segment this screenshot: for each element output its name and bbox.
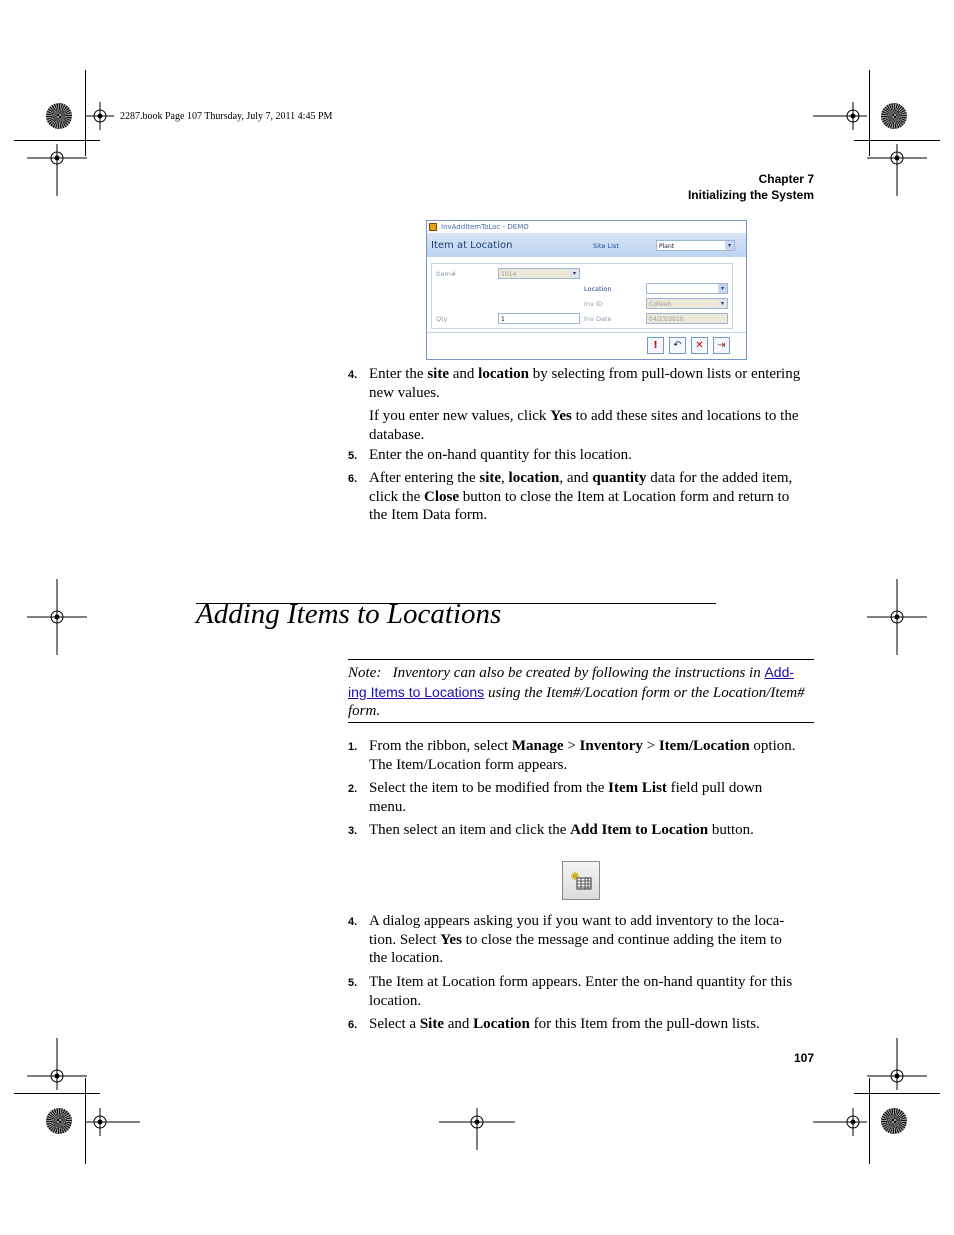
- step-number: 1.: [348, 741, 358, 753]
- step-number: 4.: [348, 916, 358, 928]
- list-item: [348, 1015, 814, 1037]
- step-text: The Item at Location form appears. Enter the on-hand quantity for this location.: [369, 974, 793, 1009]
- chevron-down-icon[interactable]: ▾: [725, 241, 734, 250]
- add-item-to-location-icon: [563, 862, 599, 899]
- print-slug: 2287.book Page 107 Thursday, July 7, 2011 4:45 PM: [120, 111, 333, 122]
- inv-id-value: Colleen: [649, 301, 672, 308]
- steps-top: [348, 365, 814, 529]
- dialog-header-band: [427, 233, 746, 257]
- undo-button[interactable]: [669, 337, 686, 354]
- list-item: [348, 446, 814, 469]
- list-item: [348, 821, 814, 843]
- step-number: 2.: [348, 783, 358, 795]
- list-item: [348, 365, 814, 402]
- list-item: [348, 912, 814, 973]
- running-header-chapter: Chapter 7: [758, 172, 814, 186]
- chevron-down-icon[interactable]: ▾: [718, 284, 727, 293]
- note-text-2: using the Item#/Location form or the Location/Item#: [487, 684, 805, 701]
- step-text: Select a Site and Location for this Item from the pull-down lists.: [369, 1016, 760, 1032]
- note-prefix: Note:: [348, 665, 382, 681]
- item-at-location-dialog: [426, 220, 747, 360]
- item-value: 1014: [501, 271, 517, 278]
- dialog-title: Item at Location: [431, 240, 513, 251]
- list-item: [348, 779, 814, 821]
- note-text-1: Inventory can also be created by following the instructions in: [392, 665, 761, 681]
- dialog-form-panel: [431, 263, 733, 329]
- list-item: [348, 469, 814, 529]
- item-select[interactable]: [498, 268, 580, 279]
- item-label: Item#: [436, 270, 457, 278]
- dialog-divider: [427, 332, 746, 333]
- step-text: A dialog appears asking you if you want to add inventory to the loca- tion. Select Yes to close the message and continue adding the item to the location.: [369, 913, 785, 967]
- step-text: From the ribbon, select Manage > Inventory > Item/Location option. The Item/Location form appears.: [369, 738, 796, 773]
- site-list-value: Plant: [659, 243, 675, 250]
- step-number: 3.: [348, 825, 358, 837]
- inv-date-value: 04/23/2010: [649, 316, 684, 323]
- exclamation-icon: !: [653, 340, 658, 351]
- steps-bottom-part-2: [348, 912, 814, 1037]
- note-link-part-1[interactable]: Add-: [764, 664, 795, 680]
- step-text: Then select an item and click the Add Item to Location button.: [369, 822, 754, 838]
- site-list-label: Site List: [593, 242, 619, 250]
- alert-button[interactable]: [647, 337, 664, 354]
- step-number: 4.: [348, 369, 358, 381]
- note: [348, 663, 814, 721]
- step-number: 6.: [348, 473, 358, 485]
- step-text: Enter the on-hand quantity for this location.: [369, 447, 632, 463]
- inv-id-label: Inv ID: [584, 300, 603, 308]
- chevron-down-icon[interactable]: ▾: [570, 269, 579, 278]
- note-top-rule: [348, 659, 814, 660]
- note-bottom-rule: [348, 722, 814, 723]
- step-number: 5.: [348, 977, 358, 989]
- location-label: Location: [584, 285, 612, 293]
- step-number: 5.: [348, 450, 358, 462]
- steps-bottom-part-1: [348, 737, 814, 843]
- running-header-section: Initializing the System: [687, 188, 814, 202]
- app-icon: [429, 223, 437, 231]
- step-text: After entering the site, location, and quantity data for the added item, click the Close button to close the Item at Location form and return to the Item Data form.: [369, 470, 793, 524]
- inv-date-input[interactable]: [646, 313, 728, 324]
- step-text-extra: If you enter new values, click Yes to add these sites and locations to the database.: [369, 408, 799, 443]
- inv-id-select[interactable]: [646, 298, 728, 309]
- site-list-select[interactable]: [656, 240, 735, 251]
- dialog-title-bar: [427, 221, 746, 233]
- qty-value: 1: [501, 316, 505, 323]
- step-number: 6.: [348, 1019, 358, 1031]
- dialog-title-bar-text: InvAddItemToLoc - DEMO: [441, 223, 529, 231]
- qty-label: Qty: [436, 315, 448, 323]
- list-item-note: [348, 407, 814, 450]
- exit-door-icon: ⇥: [717, 340, 726, 351]
- step-text: Enter the site and location by selecting from pull-down lists or entering new values.: [369, 366, 801, 401]
- list-item: [348, 737, 814, 779]
- add-item-to-location-button[interactable]: [562, 861, 600, 900]
- delete-x-icon: ✕: [695, 340, 704, 351]
- inv-date-label: Inv Date: [584, 315, 612, 323]
- qty-input[interactable]: [498, 313, 580, 324]
- location-select[interactable]: [646, 283, 728, 294]
- undo-icon: ↶: [673, 340, 682, 351]
- chevron-down-icon[interactable]: ▾: [718, 299, 727, 308]
- close-button[interactable]: [713, 337, 730, 354]
- note-link-part-2[interactable]: ing Items to Locations: [348, 683, 485, 700]
- list-item: [348, 973, 814, 1015]
- page-number: 107: [793, 1051, 814, 1065]
- section-title: Adding Items to Locations: [196, 598, 502, 630]
- step-text: Select the item to be modified from the Item List field pull down menu.: [369, 780, 763, 815]
- note-text-3: form.: [348, 703, 381, 720]
- delete-button[interactable]: [691, 337, 708, 354]
